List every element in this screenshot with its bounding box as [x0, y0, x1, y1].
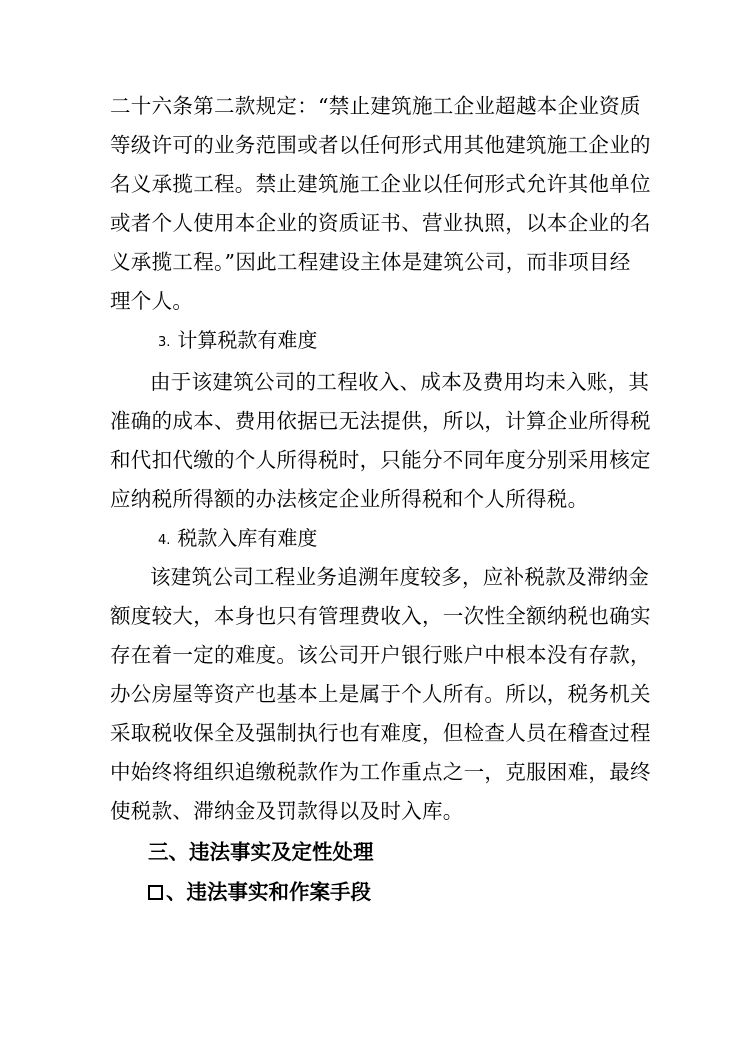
- paragraph1-line: 或者个人使用本企业的资质证书、营业执照，以本企业的名: [110, 211, 651, 235]
- empty-box-icon: [148, 885, 163, 900]
- paragraph1-line: 二十六条第二款规定：“禁止建筑施工企业超越本企业资质: [110, 94, 641, 118]
- section-4-heading: [158, 520, 317, 559]
- section-4-title: 税款入库有难度: [177, 526, 318, 550]
- paragraph3-line: 采取税收保全及强制执行也有难度，但检查人员在稽查过程: [110, 721, 651, 745]
- section-4-number: 4.: [158, 533, 171, 548]
- section-3-title: 计算税款有难度: [177, 328, 318, 352]
- section-heading-sub-text: 、违法事实和作案手段: [166, 880, 371, 904]
- section-heading-main: 三、违法事实及定性处理: [148, 840, 374, 864]
- paragraph2-line: 应纳税所得额的办法核定企业所得税和个人所得税。: [110, 487, 589, 511]
- section-3-heading: [158, 322, 317, 361]
- paragraph1-line: 名义承揽工程。禁止建筑施工企业以任何形式允许其他单位: [110, 172, 651, 196]
- paragraph3-line: 使税款、滞纳金及罚款得以及时入库。: [110, 799, 464, 823]
- paragraph3-line: 该建筑公司工程业务追溯年度较多，应补税款及滞纳金: [150, 565, 650, 589]
- section-3-number: 3.: [158, 335, 171, 350]
- paragraph3-line: 办公房屋等资产也基本上是属于个人所有。所以，税务机关: [110, 682, 651, 706]
- section-heading-sub: [148, 874, 371, 910]
- paragraph1-line: 等级许可的业务范围或者以任何形式用其他建筑施工企业的: [110, 133, 651, 157]
- paragraph2-line: 和代扣代缴的个人所得税时，只能分不同年度分别采用核定: [110, 448, 651, 472]
- paragraph3-line: 额度较大，本身也只有管理费收入，一次性全额纳税也确实: [110, 604, 651, 628]
- paragraph3-line: 存在着一定的难度。该公司开户银行账户中根本没有存款，: [110, 643, 651, 667]
- paragraph2-line: 准确的成本、费用依据已无法提供，所以，计算企业所得税: [110, 409, 651, 433]
- paragraph3-line: 中始终将组织追缴税款作为工作重点之一，克服困难，最终: [110, 760, 651, 784]
- paragraph1-line: 义承揽工程。”因此工程建设主体是建筑公司，而非项目经: [110, 250, 631, 274]
- paragraph2-line: 由于该建筑公司的工程收入、成本及费用均未入账，其: [150, 370, 650, 394]
- paragraph1-line: 理个人。: [110, 289, 194, 313]
